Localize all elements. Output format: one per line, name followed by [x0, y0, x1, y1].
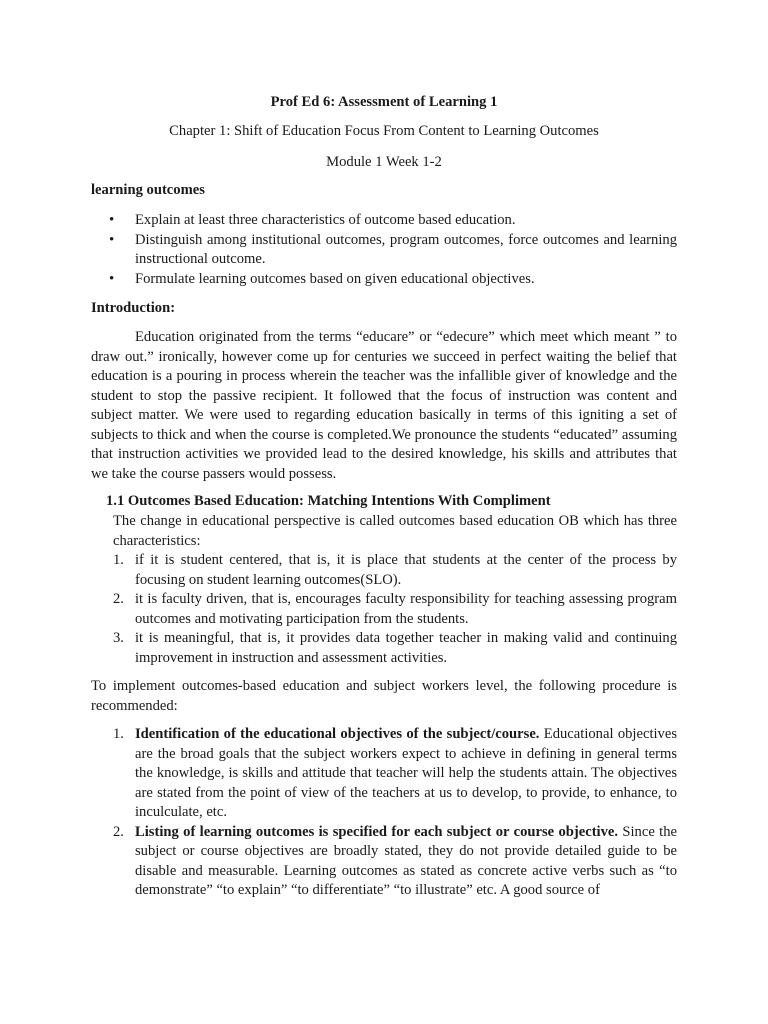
- item-text: Educational objectives are the broad goals that the subject workers expect to achieve in defining in general terms the knowledge, is skills and attitude that teacher will help the students attain. The objectives are stated from the point of view of the teachers at us to develop, to provide, to enhance, to inculculate, etc.: [135, 726, 678, 820]
- item-number: 3.: [113, 630, 124, 646]
- learning-outcomes-heading: learning outcomes: [91, 182, 205, 198]
- item-text: it is faculty driven, that is, encourages faculty responsibility for teaching assessing program outcomes and motivating participation from the students.: [135, 591, 677, 627]
- item-number: 1.: [113, 552, 124, 568]
- chapter-title: Chapter 1: Shift of Education Focus From Content to Learning Outcomes: [169, 123, 599, 139]
- characteristics-list: [113, 551, 677, 668]
- item-bold-lead: Listing of learning outcomes is specified for each subject or course objective.: [135, 823, 619, 840]
- document-title: Prof Ed 6: Assessment of Learning 1: [270, 94, 498, 110]
- list-item: [113, 590, 677, 629]
- section-heading: 1.1 Outcomes Based Education: Matching Intentions With Compliment: [106, 493, 551, 509]
- list-item: [113, 725, 677, 823]
- list-item: • Distinguish among institutional outcomes, program outcomes, force outcomes and learning instructional outcome.: [91, 231, 677, 270]
- item-text: it is meaningful, that is, it provides data together teacher in making valid and continuing improvement in instruction and assessment activities.: [135, 630, 677, 666]
- list-item: • Formulate learning outcomes based on given educational objectives.: [91, 270, 677, 290]
- item-number: 2.: [113, 823, 124, 840]
- item-number: 1.: [113, 726, 124, 742]
- item-number: 2.: [113, 591, 124, 607]
- introduction-heading: Introduction:: [91, 300, 176, 316]
- section-intro-paragraph: The change in educational perspective is called outcomes based education OB which has three characteristics:: [113, 513, 677, 549]
- list-item: [113, 823, 677, 901]
- learning-outcomes-list: [91, 211, 677, 289]
- item-text: Since the subject or course objectives are broadly stated, they do not provide detailed guide to be disable and measurable. Learning outcomes as stated as concrete active verbs such as “to demonstrate” “to explain” “to differentiate” “to illustrate” etc. A good source of: [135, 823, 677, 898]
- procedure-intro-paragraph: To implement outcomes-based education and subject workers level, the following procedure is recommended:: [91, 678, 677, 714]
- introduction-paragraph: Education originated from the terms “educare” or “edecure” which meet which meant ” to draw out.” ironically, however come up for centuries we succeed in perfect waiting the belief that education is a pouring in process wherein the teacher was the infallible giver of knowledge and the student to stop the passive recipient. It followed that the focus of instruction was content and subject matter. We were used to regarding education basically in terms of this igniting a set of subjects to thick and when the course is completed.We pronounce the students “educated” assuming that instruction activities we provided lead to the desired knowledge, his skills and attributes that we take the course passers would possess.: [91, 329, 677, 482]
- list-item: [113, 629, 677, 668]
- item-text: if it is student centered, that is, it is place that students at the center of the process by focusing on student learning outcomes(SLO).: [135, 552, 677, 588]
- item-bold-lead: Identification of the educational objectives of the subject/course.: [135, 726, 540, 742]
- list-item: • Explain at least three characteristics of outcome based education.: [91, 211, 677, 231]
- list-item: [113, 551, 677, 590]
- procedure-list: [113, 725, 677, 901]
- module-label: Module 1 Week 1-2: [326, 154, 442, 170]
